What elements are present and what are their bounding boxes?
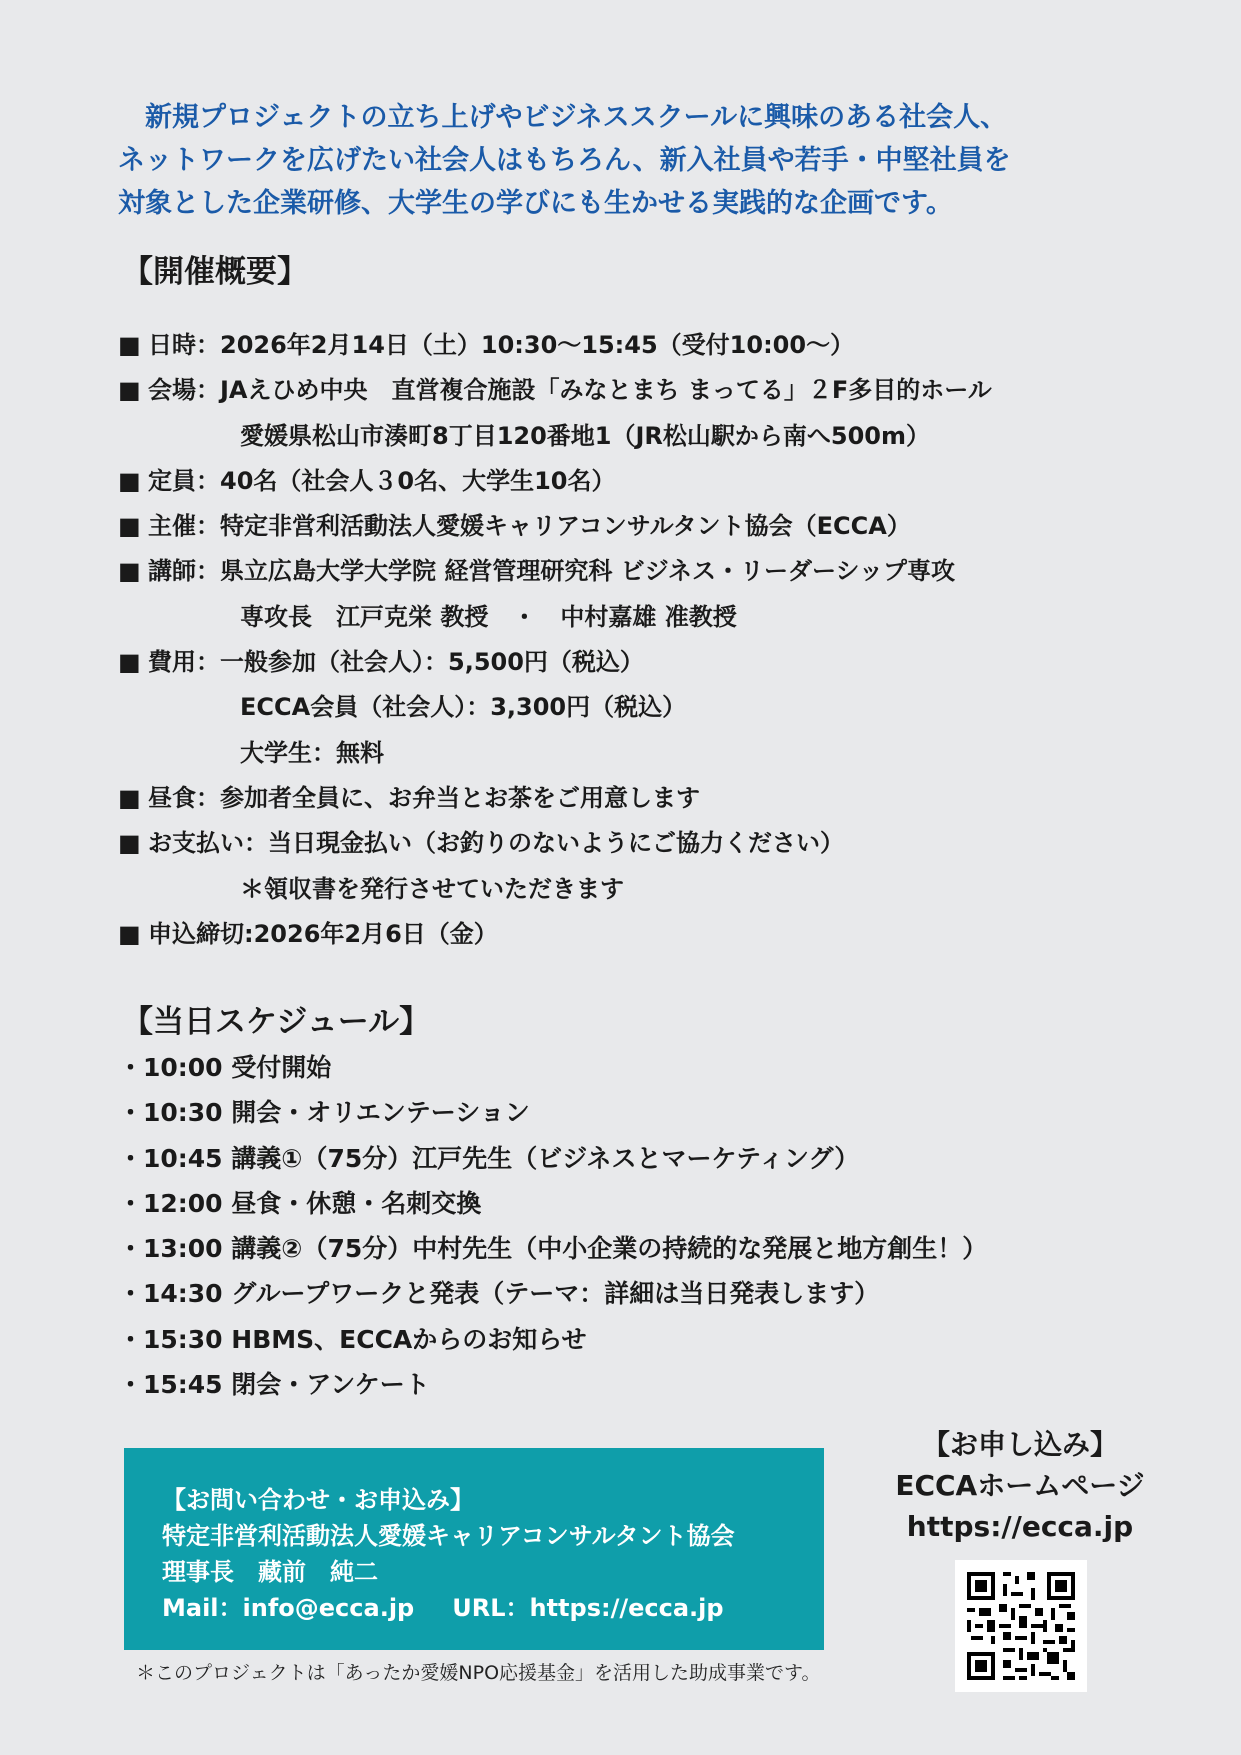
square-bullet-icon: ■ xyxy=(118,557,141,586)
payment-note: ＊領収書を発行させていただきます xyxy=(240,874,624,903)
row-label: 主催： xyxy=(148,512,220,541)
lecturer-names: 専攻長 江戸克栄 教授 ・ 中村嘉雄 准教授 xyxy=(240,602,737,631)
row-value: JAえひめ中央 直営複合施設「みなとまち まってる」２F多目的ホール xyxy=(220,376,992,405)
schedule-item: ・14:30 グループワークと発表（テーマ：詳細は当日発表します） xyxy=(118,1279,880,1309)
apply-heading: 【お申し込み】 xyxy=(921,1428,1118,1461)
row-label: 会場： xyxy=(148,376,220,405)
square-bullet-icon: ■ xyxy=(118,331,141,359)
row-value: 県立広島大学大学院 経営管理研究科 ビジネス・リーダーシップ専攻 xyxy=(220,557,956,586)
qr-code-graphic xyxy=(955,1560,1087,1692)
square-bullet-icon: ■ xyxy=(118,783,141,812)
venue-address: 愛媛県松山市湊町8丁目120番地1（JR松山駅から南へ500m） xyxy=(240,421,931,450)
fee-student: 大学生：無料 xyxy=(240,738,384,767)
schedule-item: ・15:45 閉会・アンケート xyxy=(118,1370,430,1400)
row-label: お支払い： xyxy=(148,829,268,858)
row-value: 当日現金払い（お釣りのないようにご協力ください） xyxy=(268,829,844,858)
square-bullet-icon: ■ xyxy=(118,376,141,405)
square-bullet-icon: ■ xyxy=(118,648,141,677)
intro-line: 新規プロジェクトの立ち上げやビジネススクールに興味のある社会人、 xyxy=(118,102,1008,133)
square-bullet-icon: ■ xyxy=(118,829,141,858)
contact-box xyxy=(124,1448,824,1650)
overview-row-deadline xyxy=(118,912,1198,957)
row-label: 申込締切: xyxy=(148,919,254,948)
schedule-list xyxy=(118,1045,987,1407)
row-label: 費用： xyxy=(148,648,220,677)
schedule-item: ・12:00 昼食・休憩・名刺交換 xyxy=(118,1188,482,1218)
row-value: 2026年2月6日（金） xyxy=(253,919,498,948)
contact-org: 特定非営利活動法人愛媛キャリアコンサルタント協会 xyxy=(162,1522,735,1550)
overview-row-datetime xyxy=(118,323,1198,368)
square-bullet-icon: ■ xyxy=(118,512,141,541)
overview-row-lunch xyxy=(118,776,1198,821)
overview-row-organizer xyxy=(118,504,1198,549)
contact-links xyxy=(162,1590,824,1626)
schedule-item: ・10:00 受付開始 xyxy=(118,1053,332,1082)
apply-url-link[interactable]: https://ecca.jp xyxy=(906,1510,1134,1543)
square-bullet-icon: ■ xyxy=(118,919,141,948)
row-value: 参加者全員に、お弁当とお茶をご用意します xyxy=(220,783,700,812)
row-label: 定員： xyxy=(148,466,220,495)
contact-chair: 理事長 藏前 純二 xyxy=(162,1558,378,1586)
contact-heading: 【お問い合わせ・お申込み】 xyxy=(162,1486,474,1514)
intro-text xyxy=(118,96,1178,225)
schedule-item: ・10:30 開会・オリエンテーション xyxy=(118,1098,530,1128)
row-label: 昼食： xyxy=(148,783,220,812)
contact-mail-link[interactable]: Mail：info@ecca.jp xyxy=(162,1594,415,1622)
overview-row-capacity xyxy=(118,459,1198,504)
apply-block xyxy=(870,1424,1170,1547)
row-value: 一般参加（社会人）：5,500円（税込） xyxy=(220,648,644,677)
overview-row-lecturer xyxy=(118,549,1198,594)
contact-url-link[interactable]: URL：https://ecca.jp xyxy=(452,1594,724,1622)
square-bullet-icon: ■ xyxy=(118,466,141,495)
overview-list xyxy=(118,323,1198,957)
intro-line: ネットワークを広げたい社会人はもちろん、新入社員や若手・中堅社員を xyxy=(118,145,1011,176)
row-label: 講師： xyxy=(148,557,220,586)
schedule-title: 【当日スケジュール】 xyxy=(122,1004,431,1040)
apply-site-label: ECCAホームページ xyxy=(895,1469,1145,1502)
overview-row-fee xyxy=(118,640,1198,685)
schedule-item: ・15:30 HBMS、ECCAからのお知らせ xyxy=(118,1324,587,1354)
schedule-item: ・13:00 講義②（75分）中村先生（中小企業の持続的な発展と地方創生！） xyxy=(118,1234,988,1264)
overview-row-venue xyxy=(118,368,1198,413)
schedule-item: ・10:45 講義①（75分）江戸先生（ビジネスとマーケティング） xyxy=(118,1143,860,1173)
row-value: 40名（社会人３0名、大学生10名） xyxy=(220,466,616,495)
footnote: ＊このプロジェクトは「あったか愛媛NPO応援基金」を活用した助成事業です。 xyxy=(136,1662,821,1684)
row-label: 日時： xyxy=(148,331,220,359)
intro-line: 対象とした企業研修、大学生の学びにも生かせる実践的な企画です。 xyxy=(118,188,953,219)
row-value: 特定非営利活動法人愛媛キャリアコンサルタント協会（ECCA） xyxy=(220,512,911,541)
row-value: 2026年2月14日（土）10:30〜15:45（受付10:00〜） xyxy=(220,331,855,359)
overview-title: 【開催概要】 xyxy=(122,254,308,290)
fee-member: ECCA会員（社会人）：3,300円（税込） xyxy=(240,693,687,722)
qr-code-icon[interactable] xyxy=(955,1560,1087,1692)
overview-row-payment xyxy=(118,821,1198,866)
